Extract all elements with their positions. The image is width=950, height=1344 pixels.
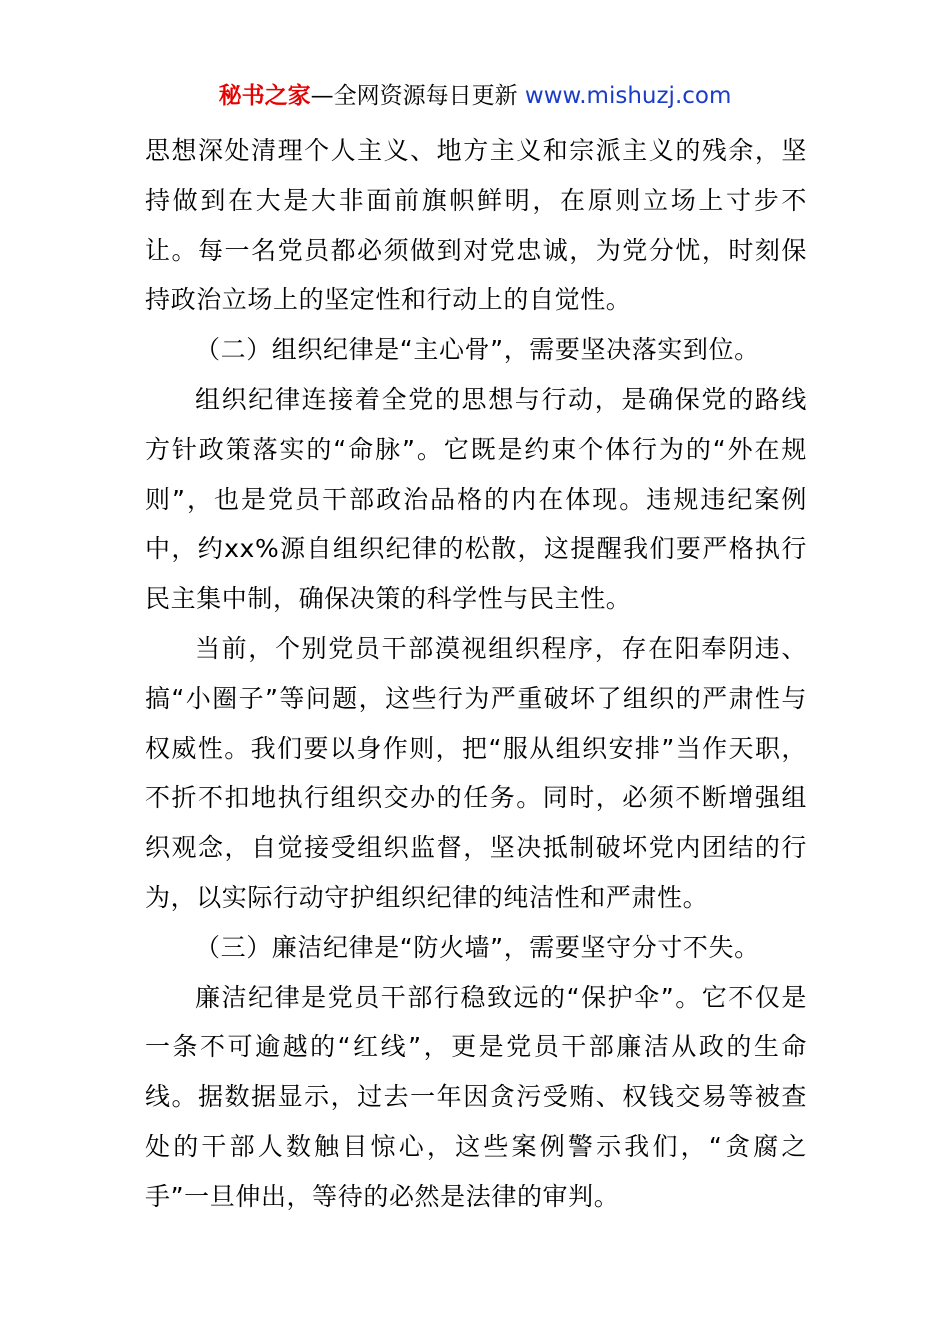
section-heading-2: （二）组织纪律是“主心骨”，需要坚决落实到位。 <box>195 335 760 365</box>
site-url-link[interactable]: www.mishuzj.com <box>524 83 732 109</box>
document-body <box>145 126 807 1222</box>
header-tagline: —全网资源每日更新 <box>310 83 518 109</box>
paragraph-6: 廉洁纪律是党员干部行稳致远的“保护伞”。它不仅是一条不可逾越的“红线”，更是党员干部廉洁从政的生命线。据数据显示，过去一年因贪污受贿、权钱交易等被查处的干部人数触目惊心，这些案例警示我们，“贪腐之手”一旦伸出，等待的必然是法律的审判。 <box>145 982 807 1211</box>
site-header <box>0 80 950 112</box>
section-heading-3: （三）廉洁纪律是“防火墙”，需要坚守分寸不失。 <box>195 932 760 962</box>
brand-name: 秘书之家 <box>218 83 311 109</box>
paragraph-4: 当前，个别党员干部漠视组织程序，存在阳奉阴违、搞“小圈子”等问题，这些行为严重破坏了组织的严肃性与权威性。我们要以身作则，把“服从组织安排”当作天职，不折不扣地执行组织交办的任务。同时，必须不断增强组织观念，自觉接受组织监督，坚决抵制破坏党内团结的行为，以实际行动守护组织纪律的纯洁性和严肃性。 <box>145 633 807 912</box>
paragraph-1: 思想深处清理个人主义、地方主义和宗派主义的残余，坚持做到在大是大非面前旗帜鲜明，在原则立场上寸步不让。每一名党员都必须做到对党忠诚，为党分忧，时刻保持政治立场上的坚定性和行动上的自觉性。 <box>145 136 807 315</box>
paragraph-3: 组织纪律连接着全党的思想与行动，是确保党的路线方针政策落实的“命脉”。它既是约束个体行为的“外在规则”，也是党员干部政治品格的内在体现。违规违纪案例中，约xx%源自组织纪律的松散，这提醒我们要严格执行民主集中制，确保决策的科学性与民主性。 <box>145 384 807 614</box>
